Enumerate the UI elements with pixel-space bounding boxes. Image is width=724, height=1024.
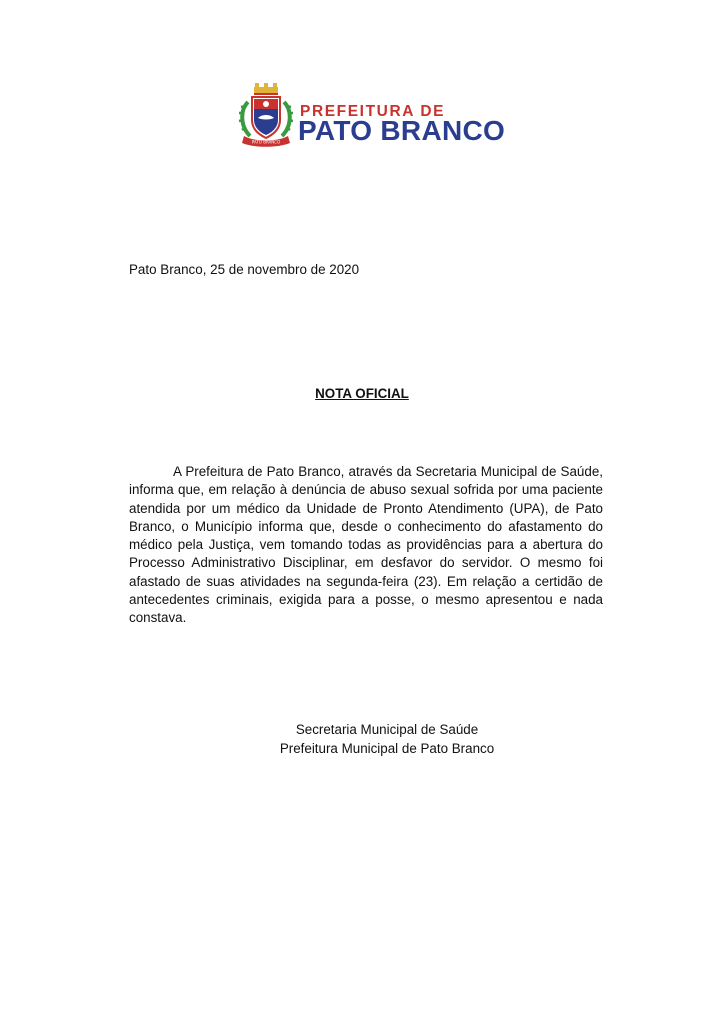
body-line: constava. [129,610,187,626]
letterhead-line1: PREFEITURA DE [300,103,446,120]
crest-ribbon-text: PATO BRANCO [251,139,281,145]
body-paragraph [129,463,603,628]
body-line: médico pela Justiça, vem tomando todas as providências para a abertura do [129,537,603,553]
letterhead-line2: PATO BRANCO [298,115,506,146]
signature-line2: Prefeitura Municipal de Pato Branco [279,741,495,756]
body-line: Processo Administrativo Disciplinar, em desfavor do servidor. O mesmo foi [129,555,603,571]
signature-line1: Secretaria Municipal de Saúde [295,722,479,737]
signature-block [0,720,724,758]
municipal-coat-of-arms-icon [238,82,294,148]
letterhead-logo [238,82,508,154]
body-line: informa que, em relação à denúncia de abuso sexual sofrida por uma paciente [129,482,603,498]
body-line: antecedentes criminais, exigida para a posse, o mesmo apresentou e nada [129,592,603,608]
date-line: Pato Branco, 25 de novembro de 2020 [129,262,360,277]
body-line: afastado de suas atividades na segunda-feira (23). Em relação a certidão de [129,573,603,589]
document-title: NOTA OFICIAL [315,386,409,401]
body-line: A Prefeitura de Pato Branco, através da Secretaria Municipal de Saúde, [173,464,603,479]
body-line: Branco, o Município informa que, desde o conhecimento do afastamento do [129,518,603,534]
body-line: atendida por um médico da Unidade de Pronto Atendimento (UPA), de Pato [129,500,603,516]
